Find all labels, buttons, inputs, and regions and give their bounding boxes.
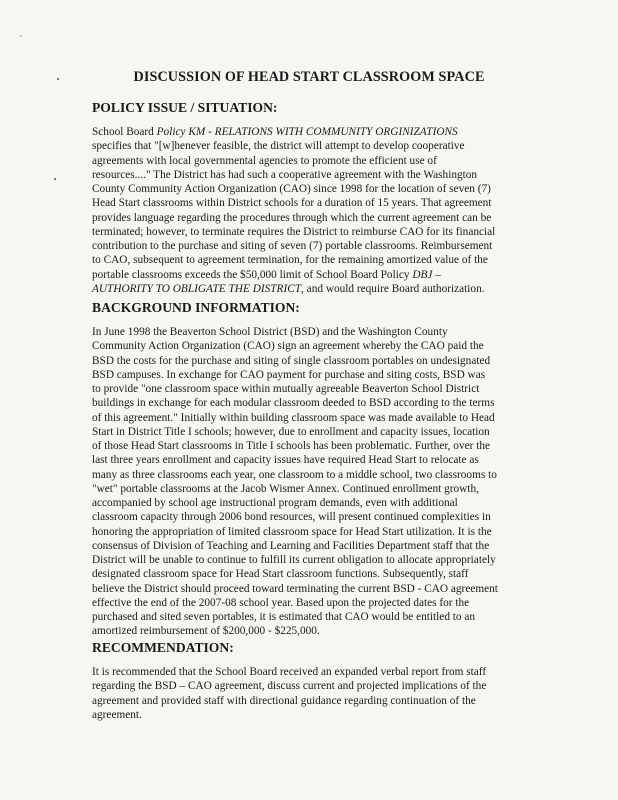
text-run: Head Start classrooms within District schools for a duration of 15 years. That agreement [92, 197, 492, 210]
text-run: to CAO, subsequent to agreement termination, for the remaining amortized value of the [92, 254, 488, 267]
text-run: terminated; however, to terminate requires the District to reimburse CAO for its financial [92, 225, 496, 238]
text-run: of those Head Start classrooms in Title I schools has been problematic. Further, over the [92, 440, 490, 452]
text-line [92, 182, 528, 196]
text-line [92, 468, 528, 482]
text-line [92, 411, 528, 425]
text-line [92, 694, 528, 708]
text-line [92, 382, 528, 396]
heading-recommendation: RECOMMENDATION: [92, 640, 234, 655]
text-run: accompanied by school age instructional program demands, even with additional [92, 497, 458, 509]
text-run: , and would require Board authorization. [301, 282, 485, 295]
text-line [92, 553, 528, 567]
text-line [92, 596, 528, 610]
text-line [92, 239, 528, 253]
text-line [92, 268, 528, 282]
text-run: District will be unable to continue to fulfill its current obligation to allocate appropriately [92, 554, 496, 566]
text-run: portable classrooms exceeds the $50,000 limit of School Board Policy [92, 268, 413, 281]
text-run: Community Action Organization (CAO) sign an agreement whereby the CAO paid the [92, 340, 484, 353]
text-run: amortized reimbursement of $200,000 - $225,000. [92, 625, 320, 638]
text-run: buildings in exchange for each modular classroom deeded to BSD according to the terms [92, 397, 495, 410]
scan-speck [20, 35, 22, 37]
text-run: specifies that "[w]henever feasible, the district will attempt to develop cooperative [92, 140, 465, 153]
text-run: provides language regarding the procedures through which the current agreement can be [92, 211, 492, 224]
text-line [92, 525, 528, 539]
text-line [92, 708, 528, 722]
text-run: Start in District Title I schools; however, due to enrollment and capacity issues, location [92, 425, 490, 438]
text-run: effective the end of the 2007-08 school year. Based upon the projected dates for the [92, 596, 470, 609]
text-line [92, 339, 528, 353]
text-run: It is recommended that the School Board received an expanded verbal report from staff [92, 666, 487, 678]
text-run: honoring the appropriation of limited classroom space for Head Start utilization. It is the [92, 525, 492, 538]
text-run: agreement and provided staff with directional guidance regarding continuation of the [92, 694, 476, 707]
text-line [92, 624, 528, 638]
text-line [92, 439, 528, 453]
text-line [92, 482, 528, 496]
text-line [92, 196, 528, 210]
text-line [92, 582, 528, 596]
text-line [92, 679, 528, 693]
text-run: designated classroom space for Head Start classroom functions. Subsequently, staff [92, 568, 469, 581]
scan-speck [54, 178, 56, 180]
text-run: believe the District should proceed toward terminating the current BSD - CAO agreement [92, 582, 498, 595]
text-line [92, 325, 528, 339]
text-line [92, 665, 528, 679]
text-line [92, 539, 528, 553]
italic-text: DBJ – [412, 268, 441, 281]
text-run: "wet" portable classrooms at the Jacob Wismer Annex. Continued enrollment growth, [92, 482, 479, 495]
text-run: agreement. [92, 708, 142, 721]
text-line [92, 396, 528, 410]
text-line [92, 425, 528, 439]
text-line [92, 354, 528, 368]
text-run: many as three classrooms each year, one classroom to a middle school, two classrooms to [92, 468, 497, 481]
text-line [92, 567, 528, 581]
text-line [92, 368, 528, 382]
italic-text: AUTHORITY TO OBLIGATE THE DISTRICT [92, 282, 302, 295]
italic-text: Policy KM - RELATIONS WITH COMMUNITY ORGINIZATIONS [156, 126, 458, 138]
paragraph-recommendation [92, 665, 528, 722]
text-line [92, 168, 528, 182]
text-run: regarding the BSD – CAO agreement, discuss current and projected implications of the [92, 680, 487, 693]
text-line [92, 453, 528, 467]
text-run: County Community Action Organization (CAO) since 1998 for the location of seven (7) [92, 183, 491, 195]
paragraph-background [92, 325, 528, 639]
document-title: DISCUSSION OF HEAD START CLASSROOM SPACE [133, 69, 485, 85]
text-line [92, 610, 528, 624]
text-line [92, 125, 528, 139]
text-run: to provide "one classroom space within mutually agreeable Beaverton School District [92, 383, 480, 395]
text-run: classroom capacity through 2006 bond resources, will present continued complexities in [92, 511, 491, 524]
text-run: BSD campuses. In exchange for CAO payment for purchase and siting costs, BSD was [92, 368, 486, 381]
text-line [92, 282, 528, 296]
text-run: BSD the costs for the purchase and siting of single classroom portables on undesignated [92, 354, 491, 367]
text-run: resources...." The District has had such a cooperative agreement with the Washington [92, 168, 478, 181]
text-line [92, 496, 528, 510]
text-run: contribution to the purchase and siting of seven (7) portable classrooms. Reimbursement [92, 240, 493, 252]
text-line [92, 253, 528, 267]
text-run: In June 1998 the Beaverton School District (BSD) and the Washington County [92, 326, 448, 338]
text-run: purchased and sited seven portables, it is estimated that CAO would be entitled to an [92, 611, 476, 623]
text-line [92, 154, 528, 168]
text-line [92, 225, 528, 239]
scan-speck [57, 78, 59, 80]
text-run: School Board [92, 126, 157, 138]
text-run: of this agreement." Initially within building classroom space was made available to Head [92, 411, 495, 424]
text-line [92, 211, 528, 225]
text-run: agreements with local governmental agencies to promote the efficient use of [92, 154, 437, 167]
heading-policy-issue: POLICY ISSUE / SITUATION: [92, 100, 278, 115]
text-line [92, 139, 528, 153]
text-run: last three years enrollment and capacity issues have required Head Start to relocate as [92, 454, 479, 467]
text-line [92, 510, 528, 524]
paragraph-policy-issue [92, 125, 528, 296]
heading-background: BACKGROUND INFORMATION: [92, 300, 300, 315]
text-run: consensus of Division of Teaching and Learning and Facilities Department staff that the [92, 539, 490, 552]
